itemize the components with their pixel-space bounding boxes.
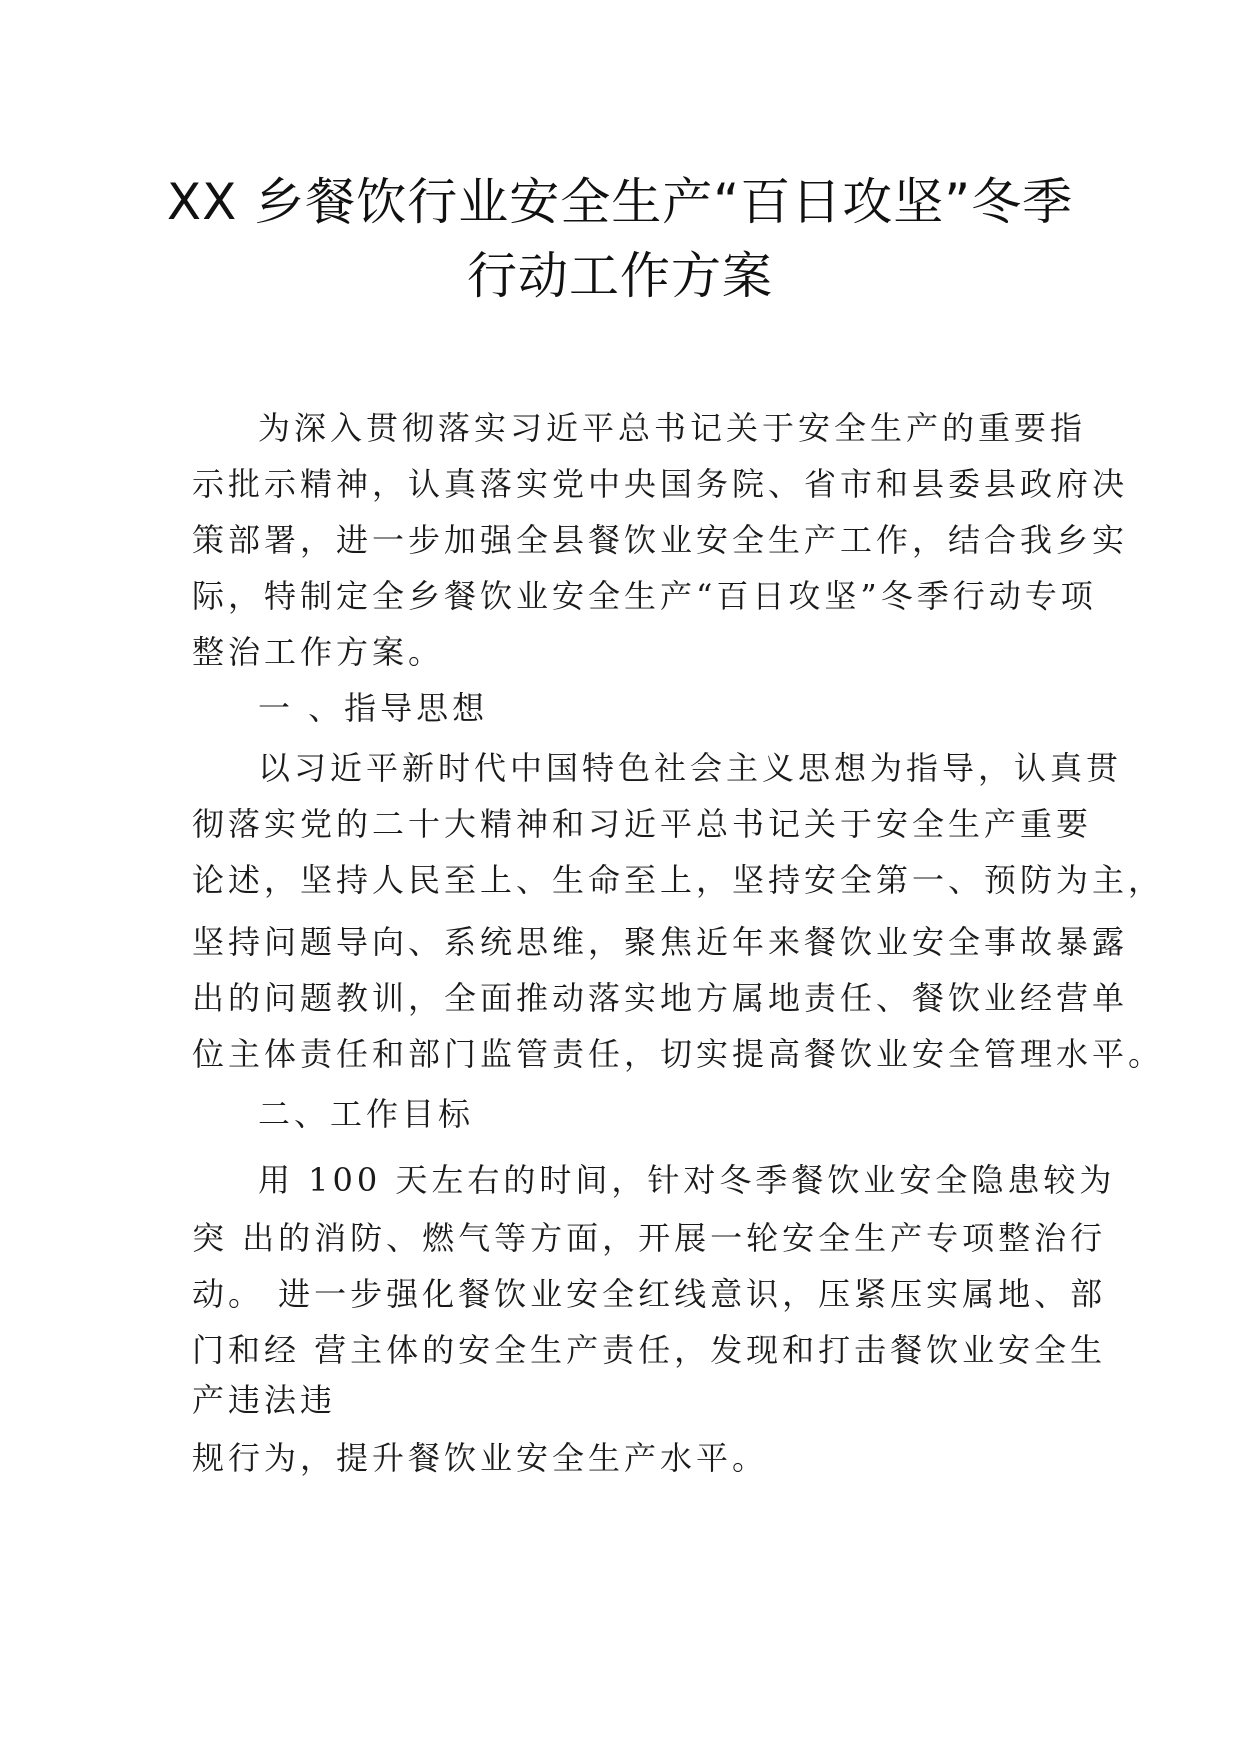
paragraph-line-7: 彻落实党的二十大精神和习近平总书记关于安全生产重要 xyxy=(192,805,1093,843)
paragraph-line-9: 坚持问题导向、系统思维，聚焦近年来餐饮业安全事故暴露 xyxy=(192,923,1129,961)
paragraph-line-4: 际，特制定全乡餐饮业安全生产“百日攻坚”冬季行动专项 xyxy=(192,577,1097,615)
paragraph-line-16: 产违法违 xyxy=(192,1381,337,1419)
document-title-line-1: XX 乡餐饮行业安全生产“百日攻坚”冬季 xyxy=(166,173,1074,231)
paragraph-line-3: 策部署，进一步加强全县餐饮业安全生产工作，结合我乡实 xyxy=(192,521,1129,559)
paragraph-line-11: 位主体责任和部门监管责任，切实提高餐饮业安全管理水平。 xyxy=(192,1035,1165,1073)
paragraph-line-13: 突 出的消防、燃气等方面，开展一轮安全生产专项整治行 xyxy=(192,1219,1107,1257)
paragraph-line-1: 为深入贯彻落实习近平总书记关于安全生产的重要指 xyxy=(258,409,1087,447)
paragraph-line-8: 论述，坚持人民至上、生命至上，坚持安全第一、预防为主， xyxy=(192,861,1165,899)
section-heading-2: 二、工作目标 xyxy=(258,1095,475,1133)
paragraph-line-15: 门和经 营主体的安全生产责任，发现和打击餐饮业安全生 xyxy=(192,1331,1107,1369)
paragraph-line-6: 以习近平新时代中国特色社会主义思想为指导，认真贯 xyxy=(258,749,1123,787)
document-title-line-2: 行动工作方案 xyxy=(467,247,773,305)
paragraph-line-12: 用 100 天左右的时间，针对冬季餐饮业安全隐患较为 xyxy=(258,1161,1116,1199)
paragraph-line-2: 示批示精神，认真落实党中央国务院、省市和县委县政府决 xyxy=(192,465,1129,503)
paragraph-line-14: 动。 进一步强化餐饮业安全红线意识，压紧压实属地、部 xyxy=(192,1275,1107,1313)
section-heading-1: 一 、指导思想 xyxy=(258,689,489,727)
paragraph-line-10: 出的问题教训，全面推动落实地方属地责任、餐饮业经营单 xyxy=(192,979,1129,1017)
paragraph-line-17: 规行为，提升餐饮业安全生产水平。 xyxy=(192,1439,769,1477)
paragraph-line-5: 整治工作方案。 xyxy=(192,633,445,671)
